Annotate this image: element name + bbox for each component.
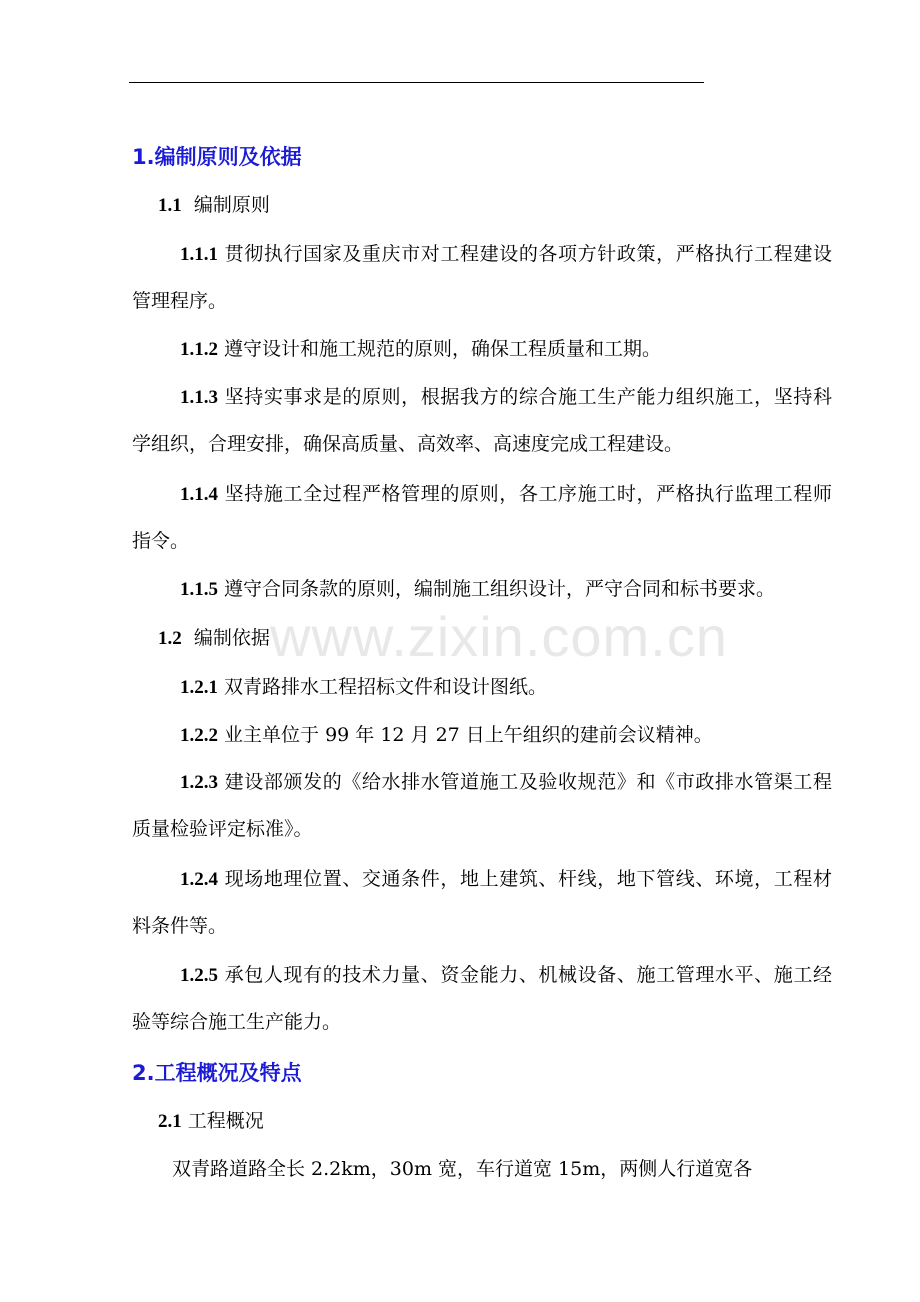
subsection-1-2-heading [158, 623, 818, 654]
item-text: 遵守合同条款的原则，编制施工组织设计，严守合同和标书要求。 [218, 578, 776, 600]
item-number: 1.2.5 [180, 965, 218, 986]
subsection-2-1-heading [158, 1106, 818, 1137]
paragraph-1-2-1 [132, 664, 832, 711]
item-number: 1.2.2 [180, 725, 218, 746]
item-text: 现场地理位置、交通条件，地上建筑、杆线，地下管线、环境，工程材料条件等。 [132, 868, 832, 937]
item-text: 建设部颁发的《给水排水管道施工及验收规范》和《市政排水管渠工程质量检验评定标准》。 [132, 771, 832, 840]
item-number: 1.1.3 [180, 387, 218, 408]
item-number: 1.1.1 [180, 244, 218, 265]
subsection-label: 工程概况 [187, 1110, 264, 1132]
subsection-1-1-heading [158, 190, 818, 221]
item-text: 坚持施工全过程严格管理的原则，各工序施工时，严格执行监理工程师指令。 [132, 483, 832, 552]
item-text: 业主单位于 99 年 12 月 27 日上午组织的建前会议精神。 [218, 724, 713, 746]
paragraph-1-1-2 [132, 326, 832, 373]
item-number: 1.1.2 [180, 339, 218, 360]
item-text: 双青路排水工程招标文件和设计图纸。 [218, 676, 548, 698]
subsection-number: 2.1 [158, 1111, 182, 1132]
item-text: 遵守设计和施工规范的原则，确保工程质量和工期。 [218, 338, 662, 360]
item-number: 1.2.1 [180, 677, 218, 698]
paragraph-1-1-1 [132, 231, 832, 324]
paragraph-1-2-2 [132, 712, 832, 759]
item-text: 坚持实事求是的原则，根据我方的综合施工生产能力组织施工，坚持科学组织，合理安排，确保高质量、高效率、高速度完成工程建设。 [132, 386, 832, 455]
paragraph-1-1-4 [132, 471, 832, 564]
paragraph-1-2-5 [132, 952, 832, 1045]
paragraph-1-1-3 [132, 374, 832, 467]
item-number: 1.1.4 [180, 484, 218, 505]
item-text: 贯彻执行国家及重庆市对工程建设的各项方针政策，严格执行工程建设管理程序。 [132, 243, 832, 312]
subsection-number: 1.2 [158, 628, 182, 649]
paragraph-1-2-4 [132, 856, 832, 949]
subsection-label: 编制原则 [193, 194, 270, 216]
item-number: 1.1.5 [180, 579, 218, 600]
item-number: 1.2.4 [180, 869, 218, 890]
section-2-title: 2.工程概况及特点 [132, 1061, 302, 1085]
item-text: 承包人现有的技术力量、资金能力、机械设备、施工管理水平、施工经验等综合施工生产能力。 [132, 964, 832, 1033]
section-1-title: 1.编制原则及依据 [132, 145, 302, 169]
paragraph-2-1: 双青路道路全长 2.2km，30m 宽，车行道宽 15m，两侧人行道宽各 [172, 1158, 753, 1180]
item-number: 1.2.3 [180, 772, 218, 793]
watermark: www.zixin.com.cn [270, 605, 728, 668]
subsection-label: 编制依据 [193, 627, 270, 649]
header-rule [129, 82, 704, 83]
paragraph-1-2-3 [132, 759, 832, 852]
subsection-number: 1.1 [158, 195, 182, 216]
paragraph-1-1-5 [132, 566, 832, 613]
